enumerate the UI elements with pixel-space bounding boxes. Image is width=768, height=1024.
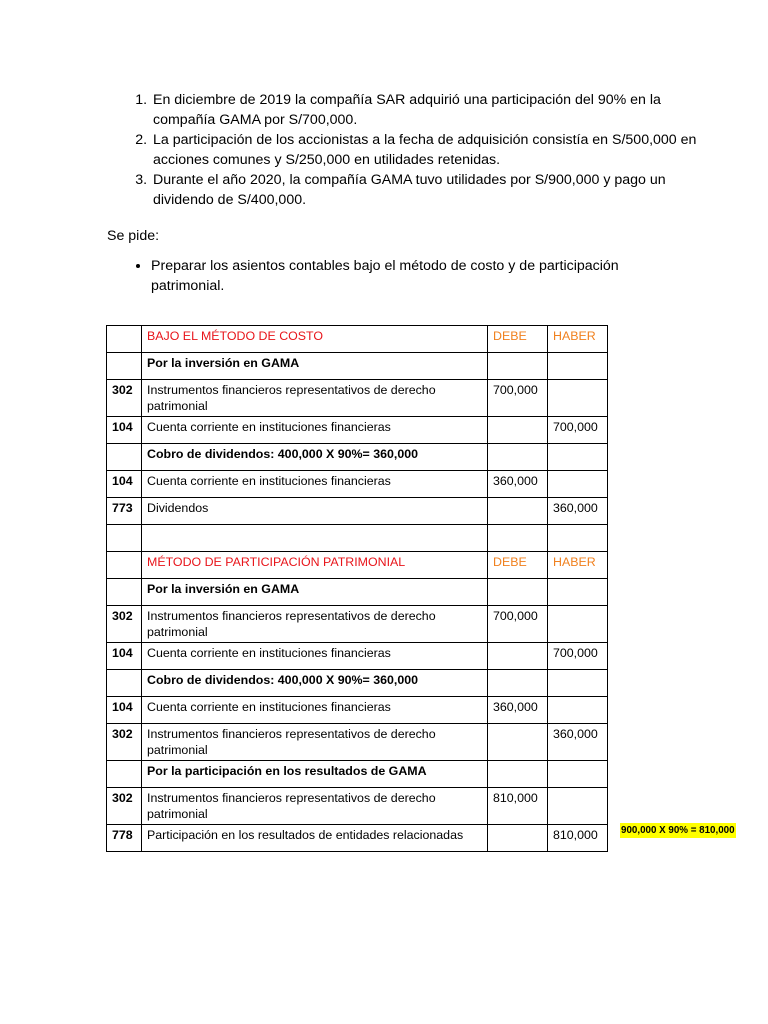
credit-cell (548, 471, 608, 498)
account-description-cell: Cuenta corriente en instituciones financieras (142, 643, 488, 670)
journal-row-entry (107, 724, 608, 761)
credit-cell (548, 761, 608, 788)
credit-cell: 360,000 (548, 498, 608, 525)
debit-cell (488, 579, 548, 606)
account-description-cell: Instrumentos financieros representativos de derecho patrimonial (142, 724, 488, 761)
account-code-cell (107, 353, 142, 380)
account-code-cell (107, 670, 142, 697)
account-description-cell: Instrumentos financieros representativos de derecho patrimonial (142, 380, 488, 417)
calculation-note: 900,000 X 90% = 810,000 (621, 825, 735, 836)
journal-row-entry (107, 380, 608, 417)
account-description-cell: Cobro de dividendos: 400,000 X 90%= 360,000 (142, 670, 488, 697)
debit-cell (488, 825, 548, 852)
journal-row-entry (107, 606, 608, 643)
problem-item-3: 3. Durante el año 2020, la compañía GAMA tuvo utilidades por S/900,000 y pago un dividendo de S/400,000. (151, 170, 711, 210)
account-description-cell: Por la inversión en GAMA (142, 579, 488, 606)
journal-row-section (107, 444, 608, 471)
credit-cell (548, 606, 608, 643)
account-description-cell: Participación en los resultados de entidades relacionadas (142, 825, 488, 852)
account-description-cell (142, 525, 488, 552)
journal-row-entry (107, 471, 608, 498)
problem-statement-list (110, 90, 711, 210)
account-code-cell (107, 579, 142, 606)
debit-cell: DEBE (488, 552, 548, 579)
account-code-cell: 302 (107, 380, 142, 417)
journal-row-blank (107, 525, 608, 552)
problem-item-1: 1. En diciembre de 2019 la compañía SAR adquirió una participación del 90% en la compañía GAMA por S/700,000. (151, 90, 711, 130)
debit-cell: 700,000 (488, 606, 548, 643)
account-description-cell: Instrumentos financieros representativos de derecho patrimonial (142, 606, 488, 643)
debit-cell: 360,000 (488, 471, 548, 498)
debit-cell (488, 761, 548, 788)
account-code-cell: 778 (107, 825, 142, 852)
account-description-cell: Por la participación en los resultados de GAMA (142, 761, 488, 788)
account-description-cell: Por la inversión en GAMA (142, 353, 488, 380)
debit-cell (488, 498, 548, 525)
account-code-cell (107, 525, 142, 552)
journal-row-entry (107, 498, 608, 525)
account-code-cell (107, 552, 142, 579)
debit-cell (488, 417, 548, 444)
debit-cell (488, 724, 548, 761)
journal-row-entry (107, 825, 608, 852)
journal-row-entry (107, 417, 608, 444)
credit-cell: 700,000 (548, 643, 608, 670)
journal-row-section (107, 761, 608, 788)
debit-cell: 360,000 (488, 697, 548, 724)
account-code-cell (107, 761, 142, 788)
problem-item-2: 2. La participación de los accionistas a la fecha de adquisición consistía en S/500,000 en acciones comunes y S/250,000 en utilidades retenidas. (151, 130, 711, 170)
journal-row-entry (107, 788, 608, 825)
account-code-cell: 104 (107, 471, 142, 498)
account-code-cell: 302 (107, 788, 142, 825)
debit-cell (488, 670, 548, 697)
task-list (110, 256, 691, 296)
credit-cell: 810,000 (548, 825, 608, 852)
debit-cell (488, 525, 548, 552)
credit-cell: 700,000 (548, 417, 608, 444)
credit-cell (548, 697, 608, 724)
journal-row-section (107, 670, 608, 697)
journal-row-entry (107, 697, 608, 724)
account-description-cell: Cuenta corriente en instituciones financieras (142, 471, 488, 498)
debit-cell (488, 444, 548, 471)
account-description-cell: MÉTODO DE PARTICIPACIÓN PATRIMONIAL (142, 552, 488, 579)
credit-cell (548, 444, 608, 471)
account-code-cell: 773 (107, 498, 142, 525)
credit-cell (548, 525, 608, 552)
account-description-cell: Cobro de dividendos: 400,000 X 90%= 360,000 (142, 444, 488, 471)
credit-cell: HABER (548, 326, 608, 353)
account-code-cell (107, 326, 142, 353)
request-label: Se pide: (107, 228, 160, 244)
credit-cell (548, 579, 608, 606)
credit-cell: HABER (548, 552, 608, 579)
account-code-cell: 104 (107, 643, 142, 670)
debit-cell: DEBE (488, 326, 548, 353)
credit-cell (548, 353, 608, 380)
credit-cell: 360,000 (548, 724, 608, 761)
account-description-cell: Cuenta corriente en instituciones financieras (142, 697, 488, 724)
journal-row-section (107, 353, 608, 380)
account-description-cell: BAJO EL MÉTODO DE COSTO (142, 326, 488, 353)
debit-cell (488, 353, 548, 380)
account-code-cell: 302 (107, 606, 142, 643)
journal-row-header (107, 552, 608, 579)
journal-row-header (107, 326, 608, 353)
task-item-1: • Preparar los asientos contables bajo el método de costo y de participación patrimonial. (151, 256, 691, 296)
credit-cell (548, 788, 608, 825)
journal-entries-body (107, 326, 608, 852)
account-code-cell: 302 (107, 724, 142, 761)
journal-row-section (107, 579, 608, 606)
account-code-cell: 104 (107, 417, 142, 444)
credit-cell (548, 380, 608, 417)
account-code-cell (107, 444, 142, 471)
account-description-cell: Dividendos (142, 498, 488, 525)
debit-cell: 700,000 (488, 380, 548, 417)
account-code-cell: 104 (107, 697, 142, 724)
account-description-cell: Instrumentos financieros representativos de derecho patrimonial (142, 788, 488, 825)
journal-entries-table (106, 325, 608, 852)
debit-cell: 810,000 (488, 788, 548, 825)
debit-cell (488, 643, 548, 670)
journal-row-entry (107, 643, 608, 670)
credit-cell (548, 670, 608, 697)
account-description-cell: Cuenta corriente en instituciones financieras (142, 417, 488, 444)
